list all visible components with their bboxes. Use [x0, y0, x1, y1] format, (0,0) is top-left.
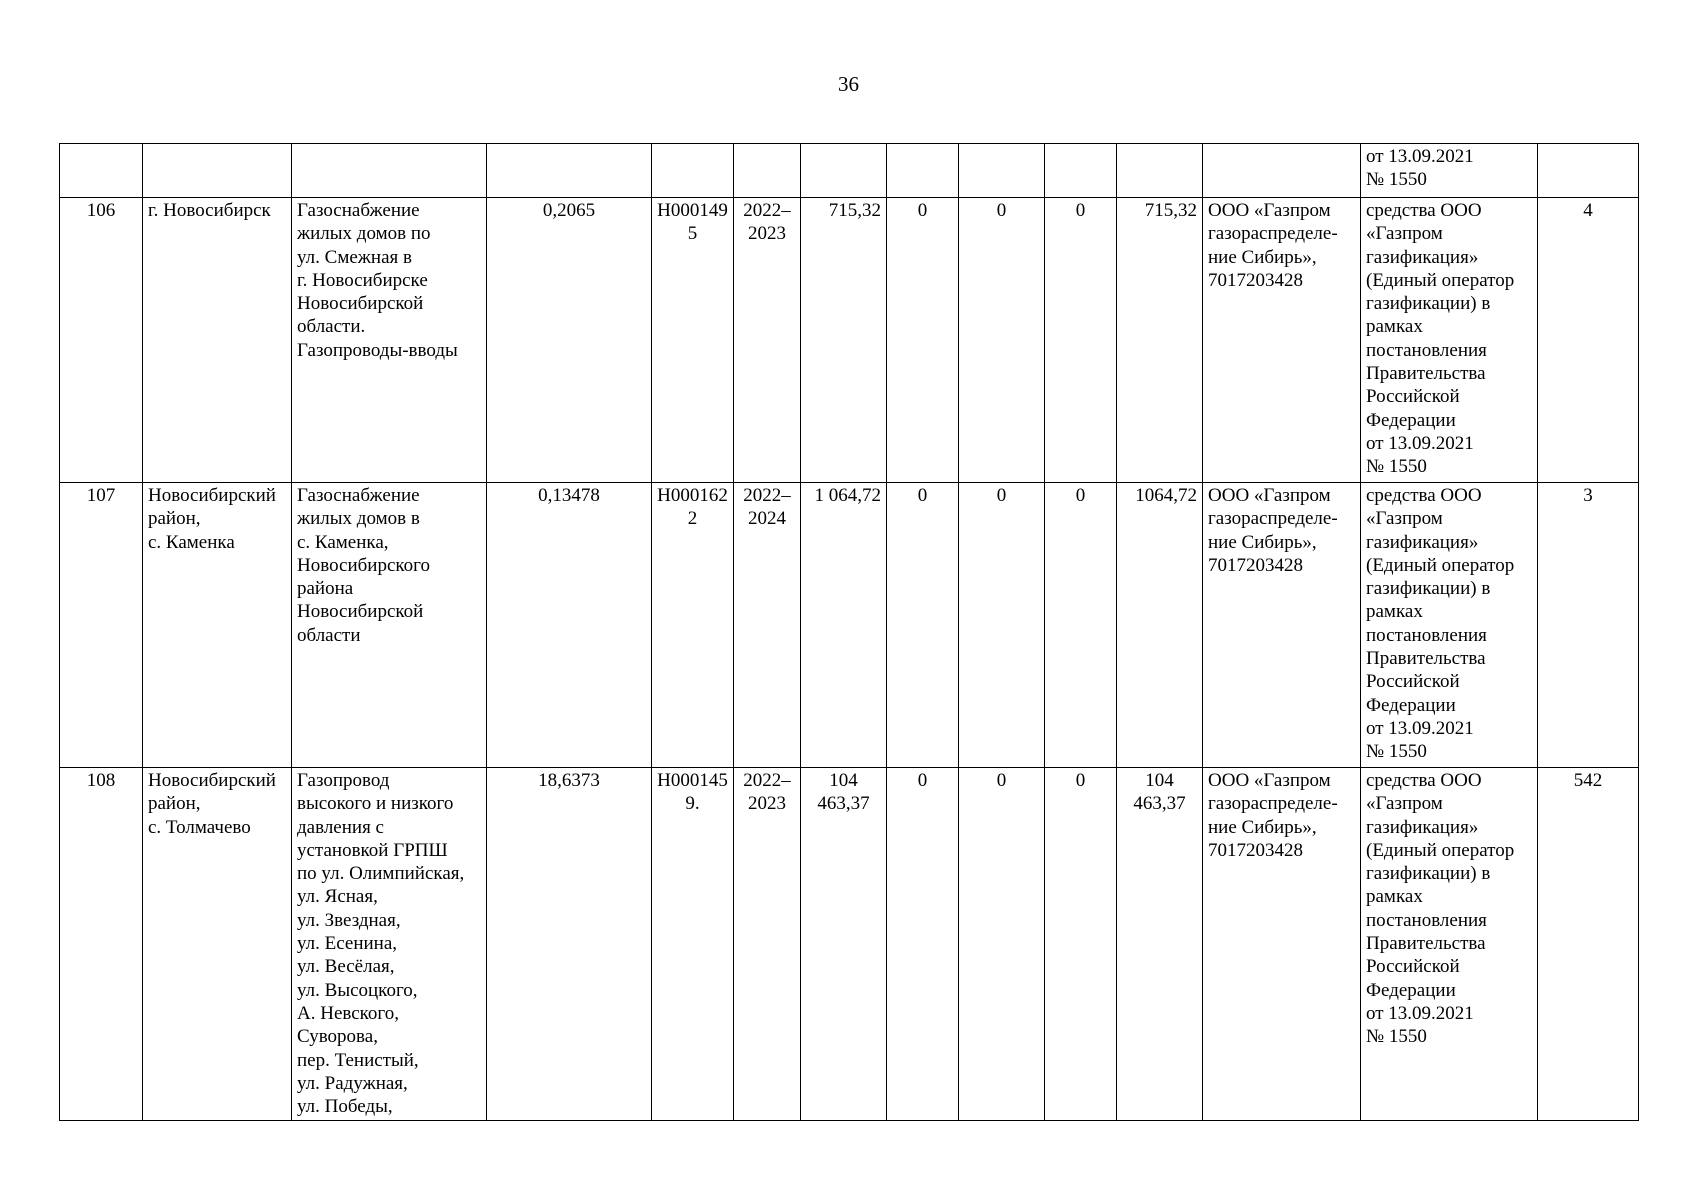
cell-value-2 [959, 144, 1045, 198]
table-row [60, 198, 1639, 483]
cell-funding-source: средства ООО «Газпром газификация» (Единый оператор газификации) в рамках постановления Правительства Российской Федерации от 13.09.2021 № 1550 [1361, 483, 1538, 768]
cell-length: 18,6373 [487, 768, 652, 1121]
cell-count: 3 [1538, 483, 1639, 768]
cell-value-4: 715,32 [1117, 198, 1203, 483]
cell-value-4: 1064,72 [1117, 483, 1203, 768]
cell-value-3 [1045, 144, 1117, 198]
table-row [60, 768, 1639, 1121]
cell-number [60, 144, 143, 198]
cell-count [1538, 144, 1639, 198]
cell-value-2: 0 [959, 483, 1045, 768]
cell-value-4 [1117, 144, 1203, 198]
table-row [60, 483, 1639, 768]
cell-years: 2022– 2024 [734, 483, 801, 768]
cell-funding-source: от 13.09.2021 № 1550 [1361, 144, 1538, 198]
cell-code: Н000162 2 [652, 483, 734, 768]
cell-description: Газоснабжение жилых домов по ул. Смежная в г. Новосибирске Новосибирской области. Газопроводы-вводы [292, 198, 487, 483]
cell-value-3: 0 [1045, 483, 1117, 768]
cell-value-1: 0 [887, 198, 959, 483]
cell-number: 106 [60, 198, 143, 483]
cell-total: 715,32 [801, 198, 887, 483]
cell-value-2: 0 [959, 768, 1045, 1121]
cell-value-2: 0 [959, 198, 1045, 483]
cell-description [292, 144, 487, 198]
cell-years: 2022– 2023 [734, 768, 801, 1121]
cell-count: 542 [1538, 768, 1639, 1121]
cell-value-4: 104 463,37 [1117, 768, 1203, 1121]
page-number: 36 [838, 72, 859, 96]
cell-length [487, 144, 652, 198]
cell-locality: г. Новосибирск [143, 198, 292, 483]
cell-funding-source: средства ООО «Газпром газификация» (Единый оператор газификации) в рамках постановления Правительства Российской Федерации от 13.09.2021 № 1550 [1361, 768, 1538, 1121]
cell-total [801, 144, 887, 198]
cell-years: 2022– 2023 [734, 198, 801, 483]
cell-locality [143, 144, 292, 198]
cell-total: 104 463,37 [801, 768, 887, 1121]
cell-years [734, 144, 801, 198]
cell-count: 4 [1538, 198, 1639, 483]
cell-length: 0,13478 [487, 483, 652, 768]
cell-length: 0,2065 [487, 198, 652, 483]
cell-locality: Новосибирский район, с. Каменка [143, 483, 292, 768]
cell-value-1 [887, 144, 959, 198]
cell-number: 107 [60, 483, 143, 768]
cell-code [652, 144, 734, 198]
cell-description: Газопровод высокого и низкого давления с установкой ГРПШ по ул. Олимпийская, ул. Ясная, ул. Звездная, ул. Есенина, ул. Весёлая, ул. Высоцкого, А. Невского, Суворова, пер. Тенистый, ул. Радужная, ул. Победы, [292, 768, 487, 1121]
cell-value-1: 0 [887, 768, 959, 1121]
cell-locality: Новосибирский район, с. Толмачево [143, 768, 292, 1121]
cell-number: 108 [60, 768, 143, 1121]
cell-organization [1203, 144, 1361, 198]
cell-total: 1 064,72 [801, 483, 887, 768]
cell-description: Газоснабжение жилых домов в с. Каменка, Новосибирского района Новосибирской области [292, 483, 487, 768]
gasification-table [59, 143, 1639, 1121]
cell-value-1: 0 [887, 483, 959, 768]
cell-organization: ООО «Газпром газораспределе- ние Сибирь», 7017203428 [1203, 198, 1361, 483]
cell-value-3: 0 [1045, 768, 1117, 1121]
table-row [60, 144, 1639, 198]
cell-funding-source: средства ООО «Газпром газификация» (Единый оператор газификации) в рамках постановления Правительства Российской Федерации от 13.09.2021 № 1550 [1361, 198, 1538, 483]
cell-value-3: 0 [1045, 198, 1117, 483]
cell-organization: ООО «Газпром газораспределе- ние Сибирь», 7017203428 [1203, 483, 1361, 768]
cell-organization: ООО «Газпром газораспределе- ние Сибирь», 7017203428 [1203, 768, 1361, 1121]
cell-code: Н000149 5 [652, 198, 734, 483]
cell-code: Н000145 9. [652, 768, 734, 1121]
